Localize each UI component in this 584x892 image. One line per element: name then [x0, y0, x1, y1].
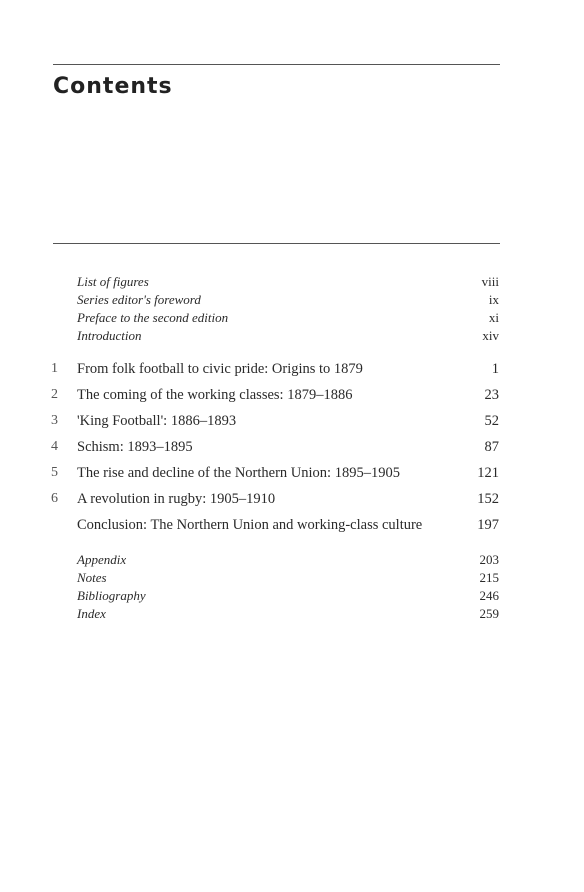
- entry-title: Notes: [77, 570, 107, 585]
- entry-title: A revolution in rugby: 1905–1910: [77, 491, 276, 507]
- chapter-number: 3: [51, 413, 58, 428]
- entry-title: Schism: 1893–1895: [77, 439, 193, 455]
- toc-entry-preface[interactable]: [0, 310, 584, 330]
- toc-entry-chapter-3[interactable]: [0, 413, 584, 433]
- toc-entry-appendix[interactable]: [0, 552, 584, 572]
- entry-page: ix: [488, 292, 499, 307]
- entry-title: The rise and decline of the Northern Union: 1895–1905: [77, 465, 400, 481]
- entry-title: Conclusion: The Northern Union and working-class culture: [77, 517, 423, 533]
- toc-entry-chapter-2[interactable]: [0, 387, 584, 407]
- chapter-number: 1: [51, 361, 58, 376]
- chapter-number: 2: [51, 387, 58, 402]
- toc-entry-chapter-5[interactable]: [0, 465, 584, 485]
- entry-title: Introduction: [77, 328, 142, 343]
- entry-title: Bibliography: [77, 588, 146, 603]
- entry-page: 1: [491, 361, 499, 377]
- page-title: Contents: [53, 74, 173, 99]
- entry-title: Index: [77, 606, 106, 621]
- toc-entry-index[interactable]: [0, 606, 584, 626]
- entry-page: 203: [479, 552, 499, 567]
- entry-title: Preface to the second edition: [77, 310, 229, 325]
- entry-page: 197: [477, 517, 499, 533]
- entry-page: 259: [479, 606, 499, 621]
- chapter-number: 4: [51, 439, 58, 454]
- entry-title: List of figures: [77, 274, 149, 289]
- entry-title: The coming of the working classes: 1879–1886: [77, 387, 353, 403]
- entry-title: Series editor's foreword: [77, 292, 201, 307]
- entry-page: 23: [484, 387, 499, 403]
- entry-page: 121: [477, 465, 499, 481]
- entry-page: xi: [488, 310, 499, 325]
- toc-entry-introduction[interactable]: [0, 328, 584, 348]
- toc-entry-chapter-6[interactable]: [0, 491, 584, 511]
- entry-title: Appendix: [77, 552, 127, 567]
- toc-entry-list-of-figures[interactable]: [0, 274, 584, 294]
- toc-entry-conclusion[interactable]: [0, 517, 584, 537]
- toc-entry-notes[interactable]: [0, 570, 584, 590]
- entry-page: 246: [479, 588, 499, 603]
- toc-entry-bibliography[interactable]: [0, 588, 584, 608]
- entry-page: xiv: [482, 328, 499, 343]
- entry-title: From folk football to civic pride: Origins to 1879: [77, 361, 363, 377]
- chapter-number: 6: [51, 491, 58, 506]
- entry-page: 87: [484, 439, 499, 455]
- chapter-number: 5: [51, 465, 58, 480]
- entry-page: 52: [484, 413, 499, 429]
- entry-page: 215: [479, 570, 499, 585]
- toc-entry-chapter-1[interactable]: [0, 361, 584, 381]
- entry-page: 152: [477, 491, 499, 507]
- toc-entry-series-editors-foreword[interactable]: [0, 292, 584, 312]
- entry-page: viii: [481, 274, 499, 289]
- entry-title: 'King Football': 1886–1893: [77, 413, 237, 429]
- toc-entry-chapter-4[interactable]: [0, 439, 584, 459]
